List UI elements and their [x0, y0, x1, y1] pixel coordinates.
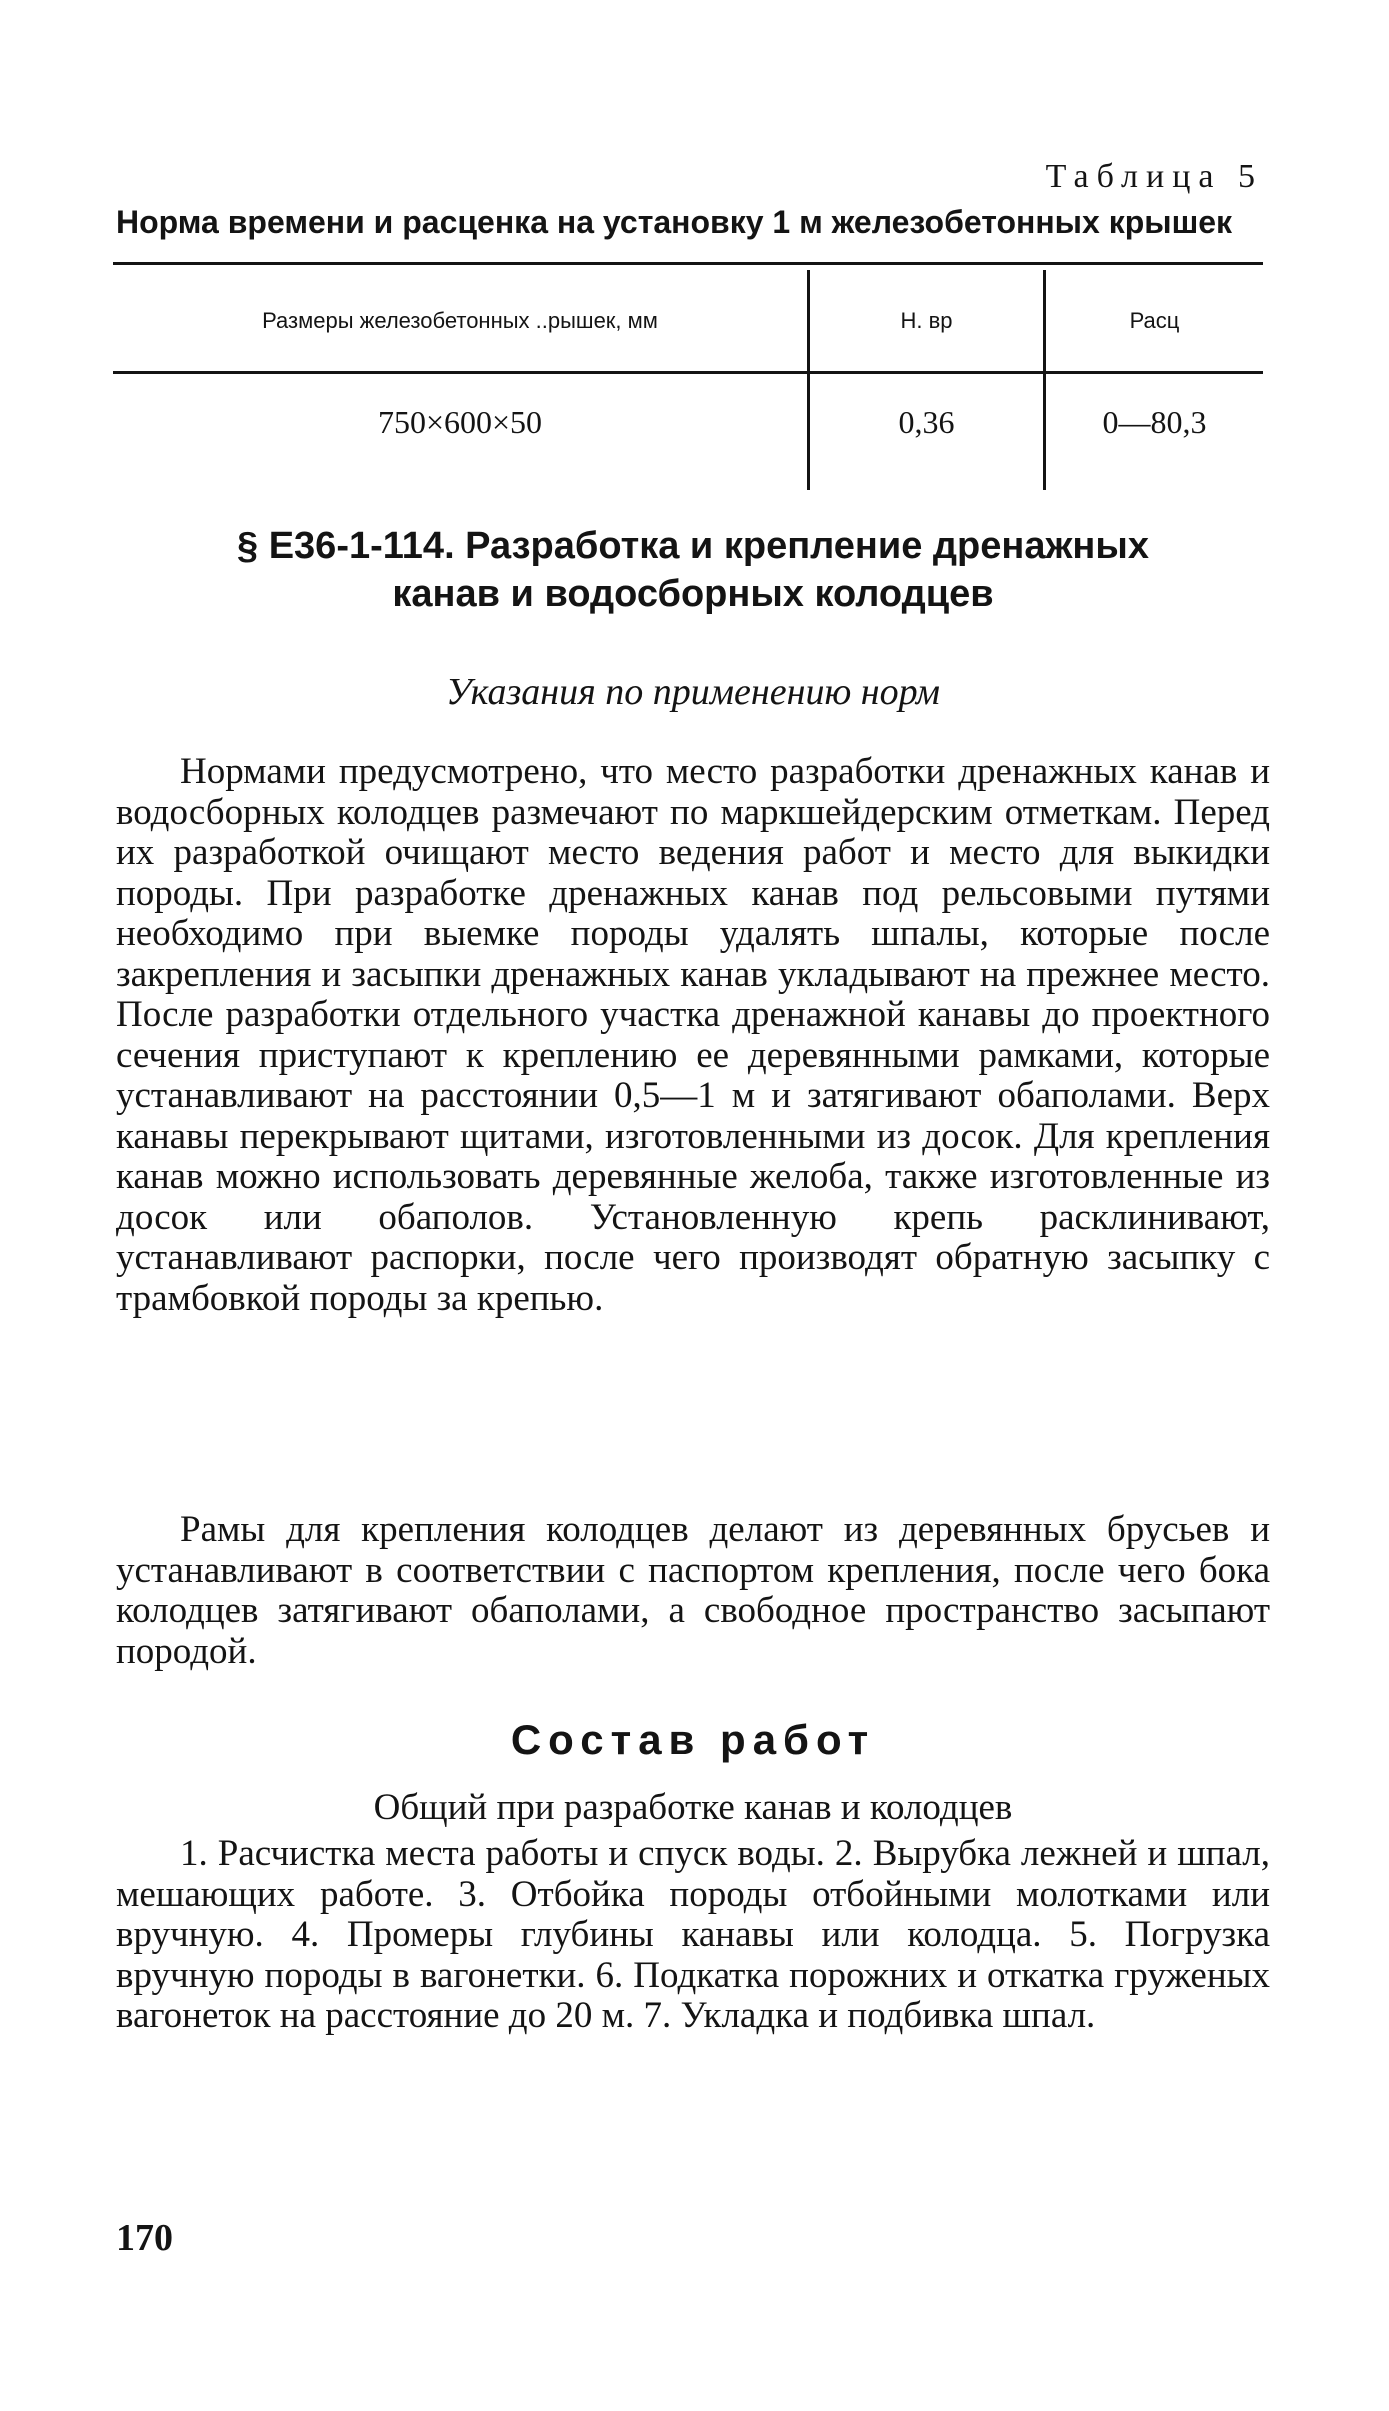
body-paragraph: Нормами предусмотрено, что место разработки дренажных канав и водосборных колодцев размечают по маркшейдерским отметкам. Перед их разработкой очищают место ведения работ и место для выкидки породы. При разработке дренажных канав под рельсовыми путями необходимо при выемке породы удалять шпалы, которые после закрепления и засыпки дренажных канав укладывают на прежнее место. После разработки отдельного участка дренажной канавы до проектного сечения приступают к креплению ее деревянными рамками, которые устанавливают на расстоянии 0,5—1 м и затягивают обаполами. Верх канавы перекрывают щитами, изготовленными из досок. Для крепления канав можно использовать деревянные желоба, также изготовленные из досок или обаполов. Установленную крепь расклинивают, устанавливают распорки, после чего производят обратную засыпку с трамбовкой породы за крепью. [116, 751, 1270, 1319]
table-column-divider [1043, 270, 1046, 490]
table-top-rule [113, 262, 1263, 265]
work-steps-paragraph: 1. Расчистка места работы и спуск воды. 2. Вырубка лежней и шпал, мешающих работе. 3. Отбойка породы отбойными молотками или вручную. 4. Промеры глубины канавы или колодца. 5. Погрузка вручную породы в вагонетки. 6. Подкатка порожних и откатка груженых вагонеток на расстояние до 20 м. 7. Укладка и подбивка шпал. [116, 1833, 1270, 2036]
body-paragraph: Рамы для крепления колодцев делают из деревянных брусьев и устанавливают в соответствии с паспортом крепления, после чего бока колодцев затягивают обаполами, а свободное пространство засыпают породой. [116, 1509, 1270, 1672]
norm-table [113, 262, 1263, 490]
section-title [116, 522, 1270, 618]
table-cell-rate: 0—80,3 [1102, 404, 1207, 440]
work-composition-heading: Состав работ [510, 1716, 876, 1763]
column-header-dimensions: Размеры железобетонных ..рышек, мм [262, 308, 658, 333]
section-title-line: канав и водосборных колодцев [392, 573, 994, 615]
page-number: 170 [116, 2217, 173, 2259]
table-column-divider [807, 270, 810, 490]
section-subtitle: Указания по применению норм [446, 671, 940, 713]
section-title-line: § Е36-1-114. Разработка и крепление дренажных [237, 525, 1149, 567]
column-header-time-norm: Н. вр [900, 308, 953, 333]
work-composition-subheading: Общий при разработке канав и колодцев [373, 1787, 1013, 1828]
table-header-rule [113, 371, 1263, 374]
table-cell-dimensions: 750×600×50 [377, 404, 543, 440]
table-cell-time-norm: 0,36 [898, 404, 955, 440]
column-header-rate: Расц [1129, 308, 1180, 333]
table-label: Таблица 5 [1045, 158, 1263, 195]
table-caption: Норма времени и расценка на установку 1 м железобетонных крышек [116, 204, 1233, 240]
